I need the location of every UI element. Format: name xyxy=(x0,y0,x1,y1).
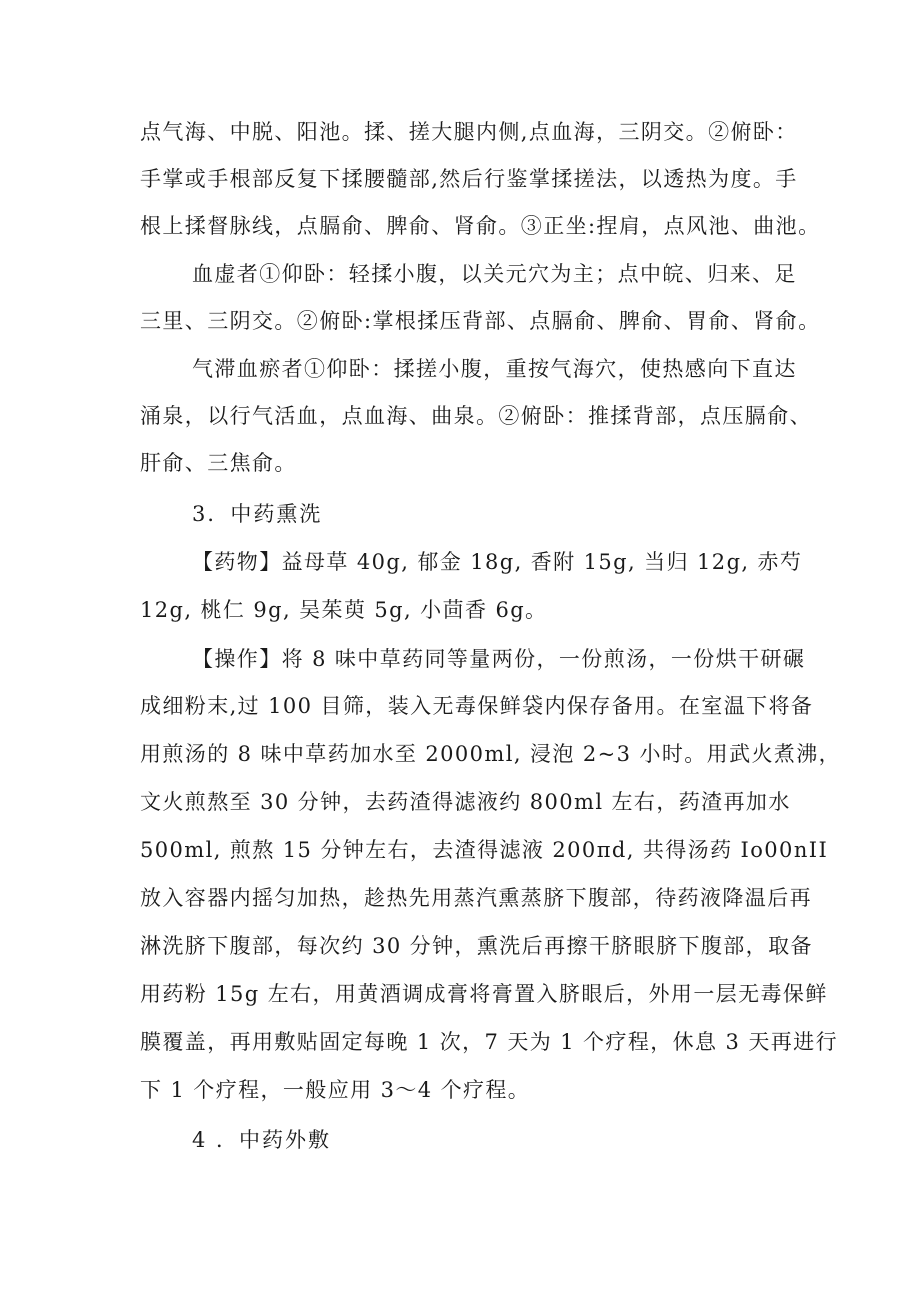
paragraph-line: 点气海、中脱、阳池。揉、搓大腿内侧,点血海，三阴交。②俯卧： xyxy=(140,120,798,144)
paragraph-line: 三里、三阴交。②俯卧:掌根揉压背部、点膈俞、脾俞、胃俞、肾俞。 xyxy=(140,309,821,333)
paragraph-line: 血虚者①仰卧：轻揉小腹，以关元穴为主；点中皖、归来、足 xyxy=(192,262,797,286)
paragraph-line: 用药粉 15g 左右，用黄酒调成膏将膏置入脐眼后，外用一层无毒保鲜 xyxy=(140,982,828,1006)
paragraph-line: 气滞血瘀者①仰卧：揉搓小腹，重按气海穴，使热感向下直达 xyxy=(192,357,797,381)
paragraph-line: 500ml, 煎熬 15 分钟左右，去渣得滤液 200πd, 共得汤药 Io00nII xyxy=(140,838,829,862)
paragraph-line: 膜覆盖，再用敷贴固定每晚 1 次，7 天为 1 个疗程，休息 3 天再进行 xyxy=(140,1030,838,1054)
paragraph-line: 手掌或手根部反复下揉腰髓部,然后行鉴掌揉搓法，以透热为度。手 xyxy=(140,167,798,191)
paragraph-line: 涌泉，以行气活血，点血海、曲泉。②俯卧：推揉背部，点压膈俞、 xyxy=(140,404,812,428)
paragraph-line: 根上揉督脉线，点膈俞、脾俞、肾俞。③正坐:捏肩，点风池、曲池。 xyxy=(140,214,821,238)
paragraph-line: 【药物】益母草 40g, 郁金 18g, 香附 15g, 当归 12g, 赤芍 xyxy=(192,550,803,574)
paragraph-line: 【操作】将 8 味中草药同等量两份，一份煎汤，一份烘干研碾 xyxy=(192,647,806,671)
paragraph-line: 放入容器内摇匀加热，趁热先用蒸汽熏蒸脐下腹部，待药液降温后再 xyxy=(140,886,812,910)
paragraph-line: 12g, 桃仁 9g, 吴茱萸 5g, 小茴香 6g。 xyxy=(140,598,548,622)
section-heading: 3．中药熏洗 xyxy=(192,502,323,526)
section-heading: 4 ．中药外敷 xyxy=(192,1128,332,1152)
paragraph-line: 淋洗脐下腹部，每次约 30 分钟，熏洗后再擦干脐眼脐下腹部，取备 xyxy=(140,934,813,958)
paragraph-line: 肝俞、三焦俞。 xyxy=(140,451,297,475)
paragraph-line: 下 1 个疗程，一般应用 3～4 个疗程。 xyxy=(140,1078,531,1102)
paragraph-line: 用煎汤的 8 味中草药加水至 2000ml, 浸泡 2~3 小时。用武火煮沸， xyxy=(140,742,842,766)
paragraph-line: 文火煎熬至 30 分钟，去药渣得滤液约 800ml 左右，药渣再加水 xyxy=(140,790,791,814)
paragraph-line: 成细粉末,过 100 目筛，装入无毒保鲜袋内保存备用。在室温下将备 xyxy=(140,694,814,718)
